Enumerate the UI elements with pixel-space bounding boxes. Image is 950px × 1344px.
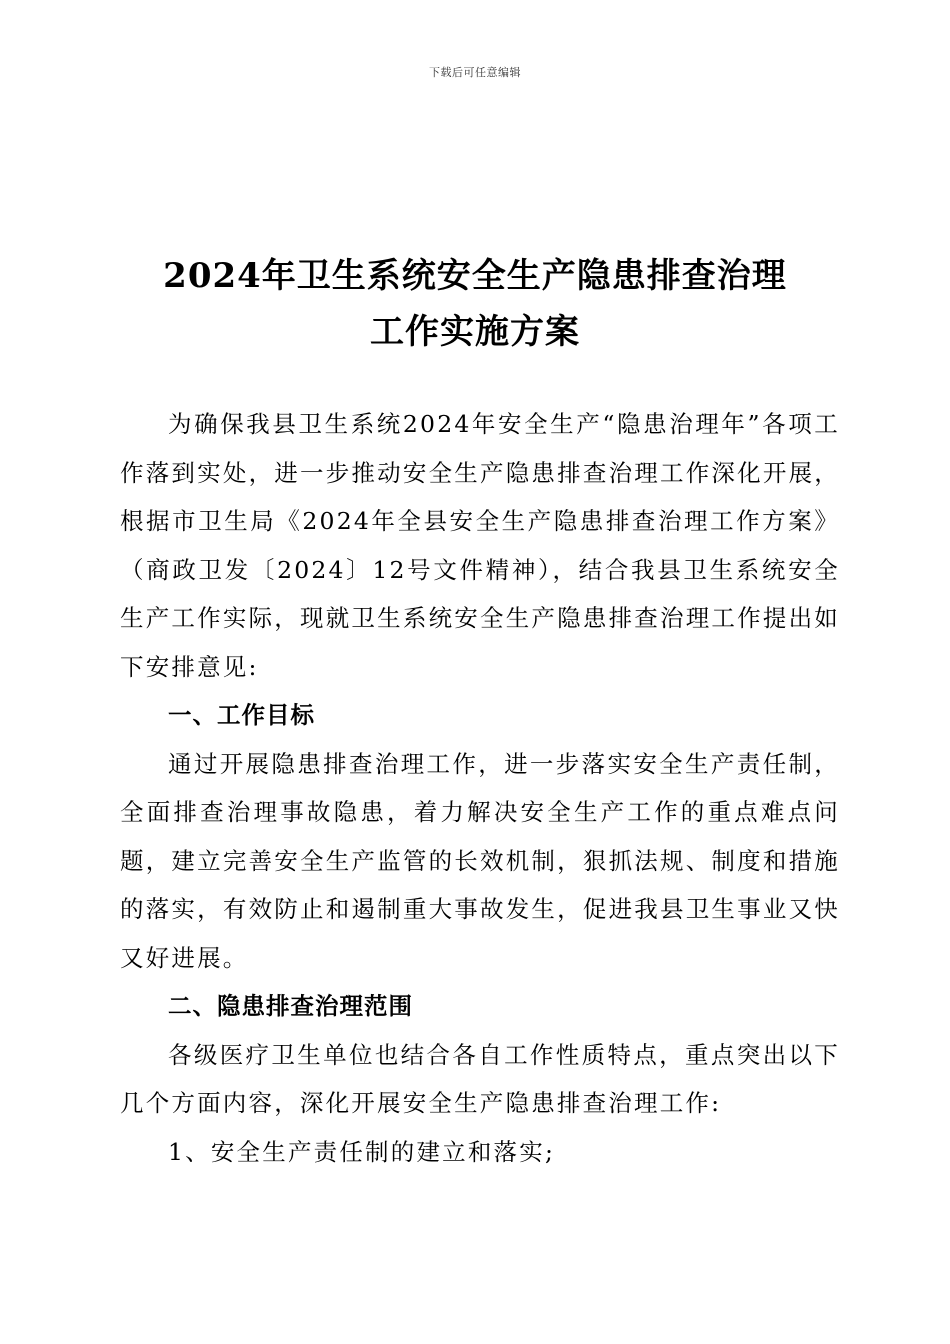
section-1-paragraph: 通过开展隐患排查治理工作，进一步落实安全生产责任制，全面排查治理事故隐患，着力解决安全生产工作的重点难点问题，建立完善安全生产监管的长效机制，狠抓法规、制度和措施的落实，有效防止和遏制重大事故发生，促进我县卫生事业又快又好进展。 <box>120 749 840 972</box>
section-2-paragraph: 各级医疗卫生单位也结合各自工作性质特点，重点突出以下几个方面内容，深化开展安全生产隐患排查治理工作: <box>120 1040 840 1117</box>
title-line-1: 2024年卫生系统安全生产隐患排查治理 <box>163 256 787 296</box>
document-title <box>0 248 950 360</box>
title-line-2: 工作实施方案 <box>370 312 580 352</box>
list-item-1: 1、安全生产责任制的建立和落实; <box>168 1137 556 1166</box>
header-note: 下载后可任意编辑 <box>429 66 521 79</box>
section-1-heading: 一、工作目标 <box>168 701 315 729</box>
intro-paragraph: 为确保我县卫生系统2024年安全生产“隐患治理年”各项工作落到实处，进一步推动安全生产隐患排查治理工作深化开展，根据市卫生局《2024年全县安全生产隐患排查治理工作方案》（商政卫发〔2024〕12号文件精神），结合我县卫生系统安全生产工作实际，现就卫生系统安全生产隐患排查治理工作提出如下安排意见: <box>120 410 840 681</box>
section-2-heading: 二、隐患排查治理范围 <box>168 992 413 1020</box>
document-body <box>120 400 840 1176</box>
